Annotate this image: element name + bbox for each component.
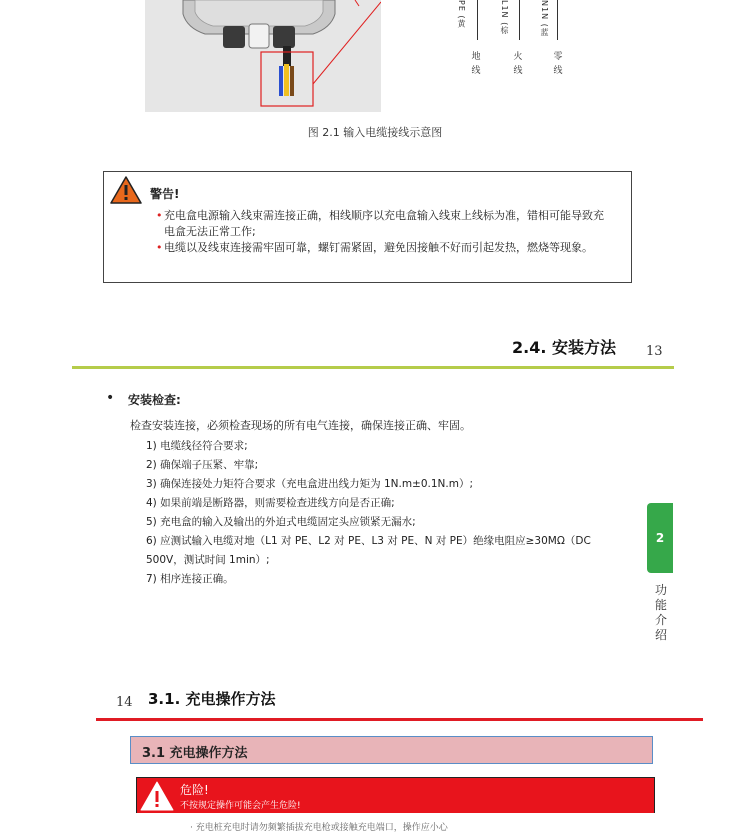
check-item: 1) 电缆线径符合要求; (146, 440, 248, 452)
danger-title: 危险! (180, 783, 209, 797)
section-3-1-box-title: 3.1 充电操作方法 (142, 746, 248, 761)
section-divider-green (72, 366, 674, 369)
warning-triangle-icon (110, 176, 142, 208)
wire-label-n1n: N1N (蓝 (540, 0, 549, 37)
page-number-14: 14 (116, 695, 133, 710)
charger-illustration (145, 0, 381, 112)
wire-line-n1n (557, 0, 558, 40)
check-item: 6) 应测试输入电缆对地（L1 对 PE、L2 对 PE、L3 对 PE、N 对 PE）绝缘电阻应≥30MΩ（DC (146, 535, 591, 547)
chapter-side-label: 功能介绍 (654, 583, 667, 642)
install-check-list (146, 437, 591, 589)
figure-image (145, 0, 381, 112)
check-item: 2) 确保端子压紧、牢靠; (146, 459, 259, 471)
danger-subtitle: 不按规定操作可能会产生危险! (180, 801, 301, 811)
page-number-13: 13 (646, 344, 663, 359)
danger-triangle-icon (140, 781, 174, 815)
wire-bottom-ground: 地线 (471, 52, 481, 76)
chapter-side-tab-number: 2 (655, 531, 665, 545)
check-item: 3) 确保连接处力矩符合要求（充电盒进出线力矩为 1N.m±0.1N.m）; (146, 478, 474, 490)
wire-line-l1n (519, 0, 520, 40)
section-3-1-title: 3.1. 充电操作方法 (148, 690, 276, 708)
warning-bullet-1: • (156, 209, 163, 222)
check-item: 500V，测试时间 1min）; (146, 554, 270, 566)
wire-bottom-live: 火线 (513, 52, 523, 76)
warning-title: 警告! (150, 187, 180, 201)
wire-bottom-neutral: 零线 (553, 52, 563, 76)
warning-item-2: 电缆以及线束连接需牢固可靠，螺钉需紧固，避免因接触不好而引起发热，燃烧等现象。 (164, 241, 593, 254)
wire-line-pe (477, 0, 478, 40)
wire-label-pe: PE (黄 (457, 0, 466, 29)
wire-label-l1n: L1N (棕 (500, 0, 509, 36)
warning-item-1: 充电盒电源输入线束需连接正确，相线顺序以充电盒输入线束上线标为准，错相可能导致充电盒无法正常工作; (164, 209, 604, 238)
warning-bullet-2: • (156, 241, 163, 254)
check-item: 7) 相序连接正确。 (146, 573, 234, 585)
install-check-title: 安装检查: (128, 393, 181, 407)
section-divider-red (96, 718, 703, 721)
check-item: 4) 如果前端是断路器，则需要检查进线方向是否正确; (146, 497, 395, 509)
figure-caption: 图 2.1 输入电缆接线示意图 (307, 126, 443, 139)
install-check-intro: 检查安装连接，必须检查现场的所有电气连接，确保连接正确、牢固。 (130, 419, 471, 432)
danger-next-text: · 充电桩充电时请勿频繁插拔充电枪或接触充电端口，操作应小心 (190, 823, 448, 833)
section-2-4-title: 2.4. 安装方法 (512, 338, 616, 357)
check-bullet: • (106, 390, 115, 406)
check-item: 5) 充电盒的输入及输出的外迫式电缆固定头应锁紧无漏水; (146, 516, 416, 528)
